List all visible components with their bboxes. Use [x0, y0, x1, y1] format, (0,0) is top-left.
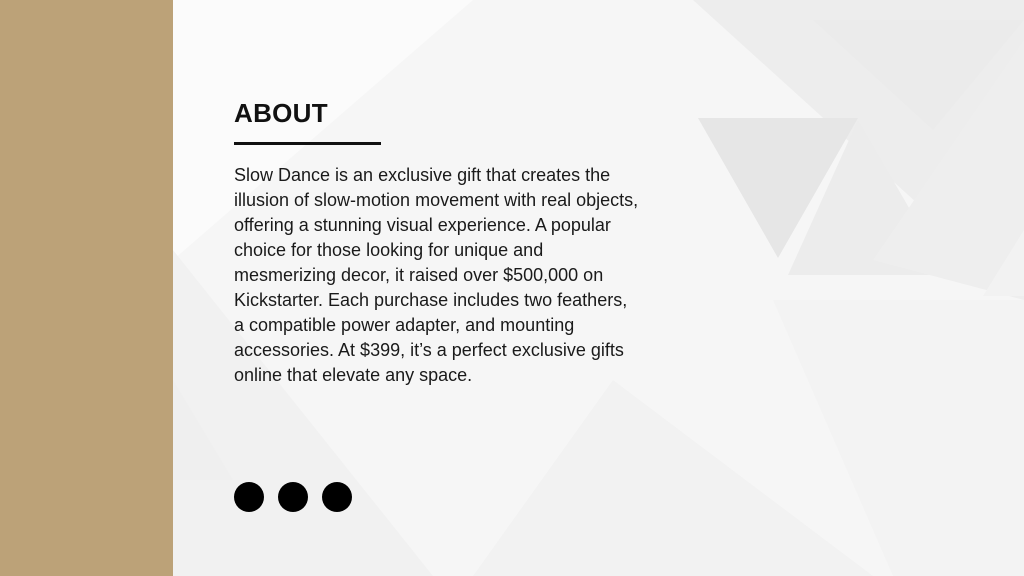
about-description: Slow Dance is an exclusive gift that creates the illusion of slow-motion movement with real objects, offering a stunning visual experience. A popular choice for those looking for unique and mesmerizing decor, it raised over $500,000 on Kickstarter. Each purchase includes two feathers, a compatible power adapter, and mounting accessories. At $399, it’s a perfect exclusive gifts online that elevate any space. — [234, 165, 639, 385]
dot-icon — [322, 482, 352, 512]
about-title: ABOUT — [234, 98, 328, 128]
gold-sidebar-panel — [0, 0, 173, 576]
about-section — [234, 96, 644, 388]
dots-decoration — [234, 482, 352, 512]
dot-icon — [234, 482, 264, 512]
title-underline — [234, 142, 381, 145]
dot-icon — [278, 482, 308, 512]
